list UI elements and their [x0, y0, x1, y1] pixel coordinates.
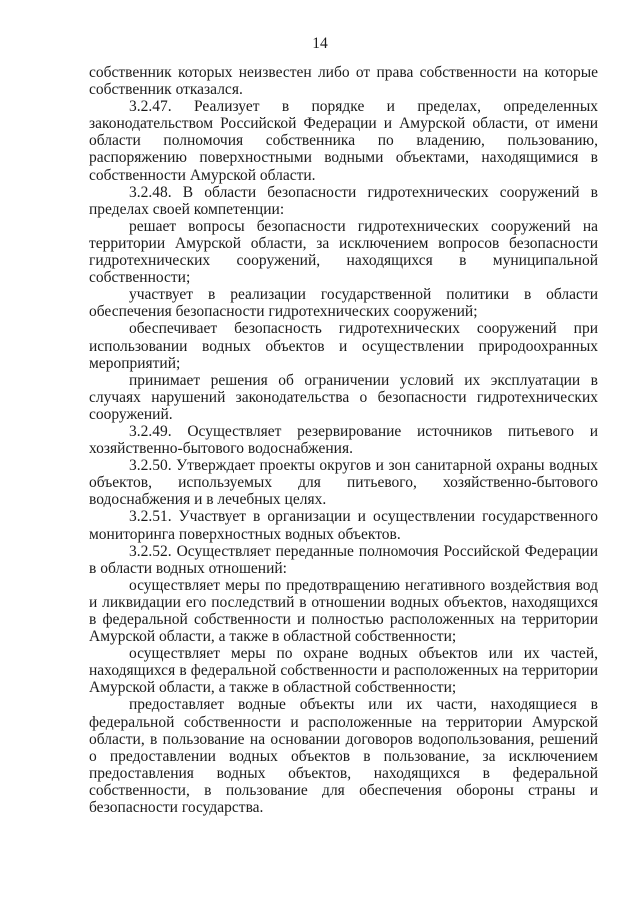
paragraph: принимает решения об ограничении условий их эксплуатации в случаях нарушений законодательства о безопасности гидротехнических сооружений.	[89, 371, 598, 423]
paragraph: решает вопросы безопасности гидротехнических сооружений на территории Амурской области, за исключением вопросов безопасности гидротехнических сооружений, находящихся в муниципальной собственности;	[89, 217, 598, 287]
paragraph: собственник которых неизвестен либо от права собственности на которые собственник отказался.	[89, 64, 598, 99]
paragraph: предоставляет водные объекты или их части, находящиеся в федеральной собственности и расположенные на территории Амурской области, в пользование на основании договоров водопользования, решений о предоставлении водных объектов в пользование, за исключением предоставления водных объектов, находящихся в федеральной собственности, в пользование для обеспечения обороны страны и безопасности государства.	[89, 696, 598, 817]
paragraph: 3.2.48. В области безопасности гидротехнических сооружений в пределах своей компетенции:	[89, 183, 598, 218]
paragraph: 3.2.51. Участвует в организации и осуществлении государственного мониторинга поверхностных водных объектов.	[89, 508, 598, 543]
paragraph: участвует в реализации государственной политики в области обеспечения безопасности гидротехнических сооружений;	[89, 286, 598, 321]
paragraph: обеспечивает безопасность гидротехнических сооружений при использовании водных объектов и осуществлении природоохранных мероприятий;	[89, 320, 598, 372]
paragraph: осуществляет меры по предотвращению негативного воздействия вод и ликвидации его последствий в отношении водных объектов, находящихся в федеральной собственности и полностью расположенных на территории Амурской области, а также в областной собственности;	[89, 576, 598, 646]
page-number: 14	[312, 35, 328, 52]
paragraph: 3.2.47. Реализует в порядке и пределах, определенных законодательством Российской Федерации и Амурской области, от имени области полномочия собственника по владению, пользованию, распоряжению поверхностными водными объектами, находящимися в собственности Амурской области.	[89, 98, 598, 184]
paragraph: осуществляет меры по охране водных объектов или их частей, находящихся в федеральной собственности и расположенных на территории Амурской области, а также в областной собственности;	[89, 645, 598, 697]
paragraph: 3.2.50. Утверждает проекты округов и зон санитарной охраны водных объектов, используемых для питьевого, хозяйственно-бытового водоснабжения и в лечебных целях.	[89, 457, 598, 509]
paragraph: 3.2.52. Осуществляет переданные полномочия Российской Федерации в области водных отношений:	[89, 542, 598, 577]
document-body	[89, 64, 598, 816]
paragraph: 3.2.49. Осуществляет резервирование источников питьевого и хозяйственно-бытового водоснабжения.	[89, 422, 598, 458]
